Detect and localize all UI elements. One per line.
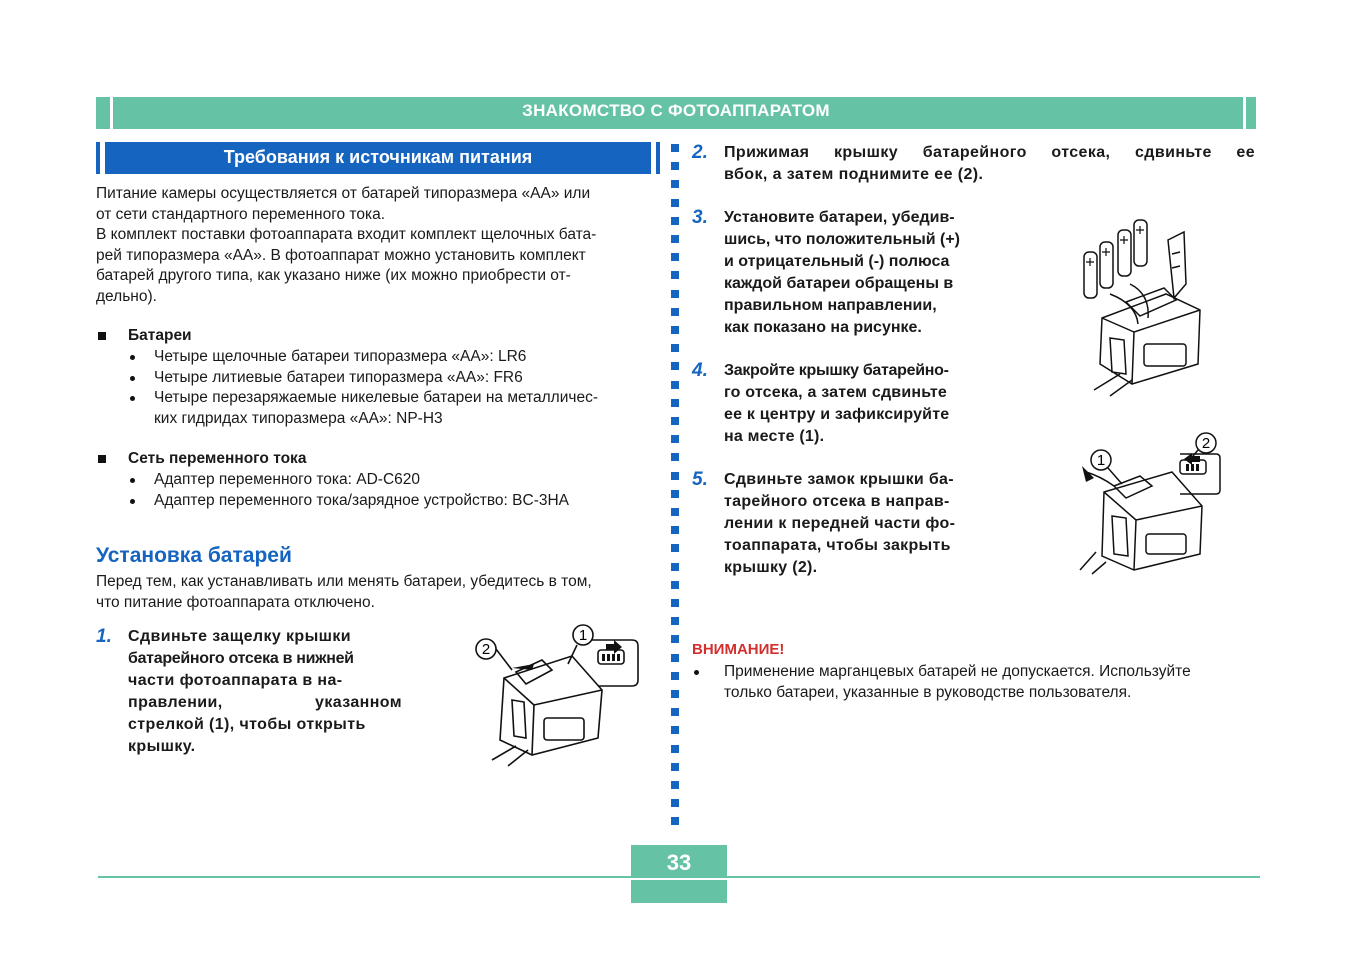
separator-square bbox=[671, 472, 679, 480]
separator-square bbox=[671, 362, 679, 370]
separator-square bbox=[671, 217, 679, 225]
separator-square bbox=[671, 235, 679, 243]
chapter-header bbox=[96, 97, 1256, 129]
separator-square bbox=[671, 617, 679, 625]
intro-line: дельно). bbox=[96, 287, 157, 305]
step-5-text bbox=[724, 469, 997, 579]
install-line: Перед тем, как устанавливать или менять батареи, убедитесь в том, bbox=[96, 573, 592, 590]
separator-square bbox=[671, 344, 679, 352]
warning-text bbox=[724, 662, 1256, 703]
step-line: и отрицательный (-) полюса bbox=[724, 253, 950, 270]
install-heading: Установка батарей bbox=[96, 544, 292, 567]
chapter-title: ЗНАКОМСТВО С ФОТОАППАРАТОМ bbox=[522, 101, 830, 120]
step-line: части фотоаппарата в на- bbox=[128, 672, 343, 689]
intro-line: Питание камеры осуществляется от батарей типоразмера «АА» или bbox=[96, 185, 591, 202]
section-bar-edge bbox=[656, 142, 660, 174]
separator-square bbox=[671, 381, 679, 389]
separator-square bbox=[671, 817, 679, 825]
warning-line: только батареи, указанные в руководстве пользователя. bbox=[724, 683, 1132, 701]
separator-square bbox=[671, 599, 679, 607]
separator-square bbox=[671, 526, 679, 534]
page-number: 33 bbox=[666, 850, 692, 875]
step-number: 3. bbox=[692, 207, 708, 228]
step-4-text bbox=[724, 360, 997, 448]
separator-square bbox=[671, 435, 679, 443]
step-number: 1. bbox=[96, 626, 112, 647]
figure-label: 1 bbox=[1096, 452, 1106, 469]
separator-square bbox=[671, 162, 679, 170]
page-number-box bbox=[631, 845, 727, 903]
separator-square bbox=[671, 290, 679, 298]
bullet-dot-icon bbox=[130, 355, 135, 360]
separator-square bbox=[671, 253, 679, 261]
page-box-divider bbox=[631, 878, 727, 880]
separator-square bbox=[671, 199, 679, 207]
step-number: 4. bbox=[692, 360, 708, 381]
separator-square bbox=[671, 745, 679, 753]
separator-square bbox=[671, 490, 679, 498]
batteries-heading: Батареи bbox=[128, 327, 192, 344]
step-line: крышку (2). bbox=[724, 559, 818, 576]
step-line: тоаппарата, чтобы закрыть bbox=[724, 537, 951, 554]
separator-square bbox=[671, 799, 679, 807]
step-line: Сдвиньте замок крышки ба- bbox=[724, 471, 954, 488]
step-line: вбок, а затем поднимите ее (2). bbox=[724, 166, 984, 183]
install-paragraph bbox=[96, 572, 660, 613]
separator-square bbox=[671, 271, 679, 279]
step-line: го отсека, а затем сдвиньте bbox=[724, 384, 948, 401]
intro-line: В комплект поставки фотоаппарата входит комплект щелочных бата- bbox=[96, 226, 597, 243]
camera-battery-latch-illustration bbox=[472, 620, 642, 770]
separator-square bbox=[671, 654, 679, 662]
separator-square bbox=[671, 399, 679, 407]
separator-square bbox=[671, 417, 679, 425]
list-item-line: Четыре перезаряжаемые никелевые батареи на металличес- bbox=[154, 389, 598, 406]
separator-square bbox=[671, 308, 679, 316]
separator-square bbox=[671, 563, 679, 571]
step-line: батарейного отсека в нижней bbox=[128, 650, 354, 667]
square-bullet-icon bbox=[98, 332, 106, 340]
figure-label: 1 bbox=[578, 627, 588, 644]
install-line: что питание фотоаппарата отключено. bbox=[96, 593, 375, 611]
separator-square bbox=[671, 763, 679, 771]
square-bullet-icon bbox=[98, 455, 106, 463]
step-line: Закройте крышку батарейно- bbox=[724, 362, 949, 379]
separator-square bbox=[671, 708, 679, 716]
intro-paragraph bbox=[96, 184, 660, 307]
step-line: правлении, указанном bbox=[128, 694, 402, 711]
bullet-dot-icon bbox=[130, 478, 135, 483]
list-item: Четыре щелочные батареи типоразмера «АА»: LR6 bbox=[154, 348, 527, 365]
separator-square bbox=[671, 635, 679, 643]
step-line: каждой батареи обращены в bbox=[724, 275, 954, 292]
step-3-text bbox=[724, 207, 997, 339]
section-title: Требования к источникам питания bbox=[105, 142, 651, 174]
separator-square bbox=[671, 781, 679, 789]
step-line: Установите батареи, убедив- bbox=[724, 209, 955, 226]
bullet-dot-icon bbox=[130, 499, 135, 504]
section-header bbox=[96, 142, 660, 174]
list-item bbox=[154, 388, 660, 429]
step-line: шись, что положительный (+) bbox=[724, 231, 961, 248]
step-2-text bbox=[724, 142, 1255, 186]
separator-square bbox=[671, 726, 679, 734]
separator-square bbox=[671, 453, 679, 461]
bullet-dot-icon bbox=[694, 670, 699, 675]
list-item: Адаптер переменного тока/зарядное устройство: BC-3HA bbox=[154, 492, 570, 509]
step-number: 2. bbox=[692, 142, 708, 163]
step-line: правильном направлении, bbox=[724, 297, 937, 314]
step-1-text bbox=[128, 626, 402, 758]
separator-square bbox=[671, 508, 679, 516]
warning-title: ВНИМАНИЕ! bbox=[692, 641, 785, 658]
step-number: 5. bbox=[692, 469, 708, 490]
step-line: ее к центру и зафиксируйте bbox=[724, 406, 950, 423]
figure-label: 2 bbox=[481, 641, 491, 658]
section-bar-edge bbox=[96, 142, 100, 174]
batteries-insertion-illustration bbox=[1080, 214, 1210, 399]
intro-line: рей типоразмера «АА». В фотоаппарат можно установить комплект bbox=[96, 246, 586, 264]
separator-square bbox=[671, 672, 679, 680]
list-item: Четыре литиевые батареи типоразмера «АА»: FR6 bbox=[154, 369, 523, 386]
step-line: Сдвиньте защелку крышки bbox=[128, 628, 352, 645]
intro-line: от сети стандартного переменного тока. bbox=[96, 205, 386, 223]
separator-square bbox=[671, 326, 679, 334]
list-item-line: ких гидридах типоразмера «АА»: NP-H3 bbox=[154, 409, 443, 427]
step-line: тарейного отсека в направ- bbox=[724, 493, 950, 510]
separator-square bbox=[671, 544, 679, 552]
separator-square bbox=[671, 581, 679, 589]
separator-square bbox=[671, 144, 679, 152]
step-line: стрелкой (1), чтобы открыть bbox=[128, 716, 366, 733]
bullet-dot-icon bbox=[130, 376, 135, 381]
step-line: лении к передней части фо- bbox=[724, 515, 956, 532]
separator-square bbox=[671, 690, 679, 698]
bullet-dot-icon bbox=[130, 396, 135, 401]
ac-heading: Сеть переменного тока bbox=[128, 450, 307, 467]
intro-line: батарей другого типа, как указано ниже (их можно приобрести от- bbox=[96, 267, 571, 284]
step-line: как показано на рисунке. bbox=[724, 319, 922, 336]
separator-square bbox=[671, 180, 679, 188]
camera-cover-close-illustration bbox=[1076, 432, 1222, 574]
warning-line: Применение марганцевых батарей не допускается. Используйте bbox=[724, 663, 1191, 680]
figure-label: 2 bbox=[1201, 435, 1211, 452]
step-line: Прижимая крышку батарейного отсека, сдвиньте ее bbox=[724, 144, 1255, 161]
step-line: на месте (1). bbox=[724, 428, 825, 445]
step-line: крышку. bbox=[128, 738, 196, 755]
list-item: Адаптер переменного тока: AD-C620 bbox=[154, 471, 421, 488]
